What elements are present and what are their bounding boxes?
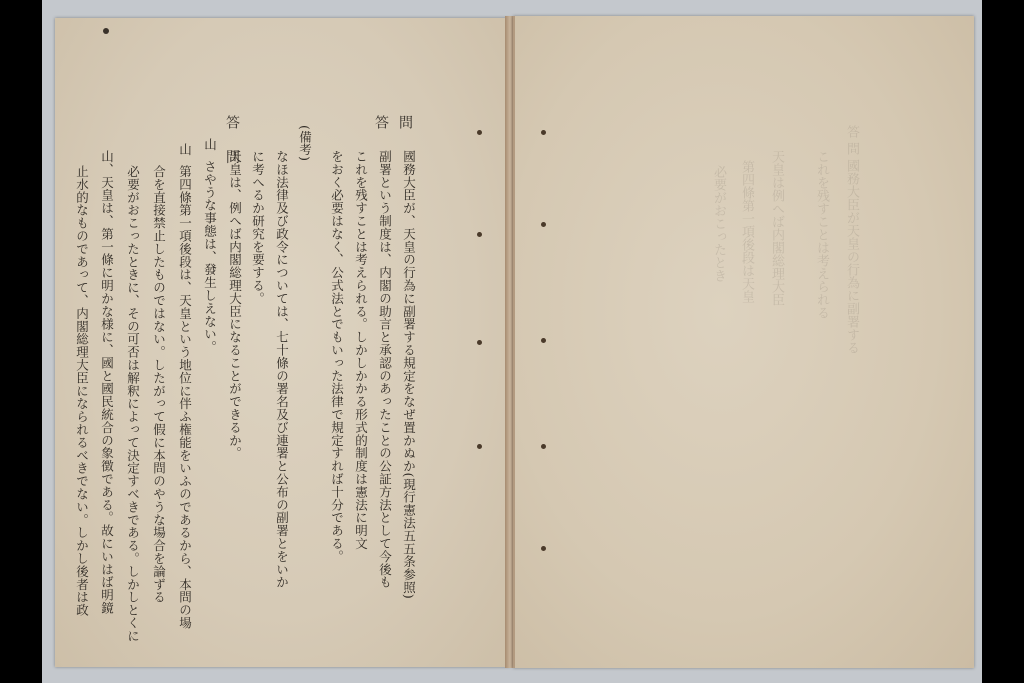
note-line-2: に考へるか研究を要する。 (250, 150, 266, 305)
question-2-text: 天皇は、例へば内閣総理大臣になることができるか。 (227, 150, 243, 460)
binding-hole (541, 222, 546, 227)
bleed-through-text: 必要がおこったとき (711, 165, 726, 282)
binding-hole (477, 130, 482, 135)
answer-2-line-1: さやうな事態は、發生しえない。 (202, 160, 218, 354)
bleed-through-text: これを残すことは考えられる (814, 150, 829, 319)
note-line-1: なほ法律及び政令については、七十條の署名及び連署と公布の副署とをいか (274, 150, 290, 589)
bleed-through-text: 天皇は例へば内閣総理大臣 (769, 150, 784, 306)
binding-hole (477, 232, 482, 237)
answer-line-1: 副署という制度は、内閣の助言と承認のあったことの公証方法として今後も (377, 150, 393, 589)
ink-spot (103, 28, 109, 34)
binding-hole (477, 444, 482, 449)
answer-2-line-6: 止水的なものであって、内閣総理大臣になられるべきでない。しかし後者は政 (74, 165, 90, 617)
bleed-through-text: 答 問 國務大臣が天皇の行為に副署する (844, 125, 859, 355)
answer-line-2: これを残すことは考えられる。しかしかかる形式的制度は憲法に明文 (353, 150, 369, 550)
answer-question-heading: 答 問 (224, 115, 240, 172)
note-label: (備考) (297, 125, 313, 162)
question-text: 國務大臣が、天皇の行為に副署する規定をなぜ置かぬか(現行憲法五五条参照) (401, 150, 417, 600)
answer-2-marker: 山 (202, 138, 218, 151)
answer-2-line-4: 必要がおこったときに、その可否は解釈によって決定すべきである。しかしとくに (125, 165, 141, 643)
binding-hole (541, 338, 546, 343)
right-page (513, 16, 974, 668)
answer-line-3: をおく必要はなく、公式法とでもいった法律で規定すれば十分である。 (329, 150, 345, 563)
answer-2-line-3: 合を直接禁止したものではない。したがって假に本問のやうな場合を論ずる (151, 165, 167, 604)
answer-2-marker-b: 山 (177, 143, 193, 156)
answer-label: 答 (373, 115, 389, 137)
answer-2-line-2: 第四條第一項後段は、天皇という地位に伴ふ権能をいふのであるから、本問の場 (177, 165, 193, 630)
bleed-through-text: 第四條第一項後段は天皇 (739, 160, 754, 303)
question-label: 問 (397, 115, 413, 137)
binding-hole (541, 444, 546, 449)
answer-2-line-5: 山、天皇は、第一條に明かな様に、國と國民統合の象徴である。故にいはば明鏡 (99, 150, 115, 615)
binding-hole (541, 546, 546, 551)
binding-hole (477, 340, 482, 345)
binding-hole (541, 130, 546, 135)
